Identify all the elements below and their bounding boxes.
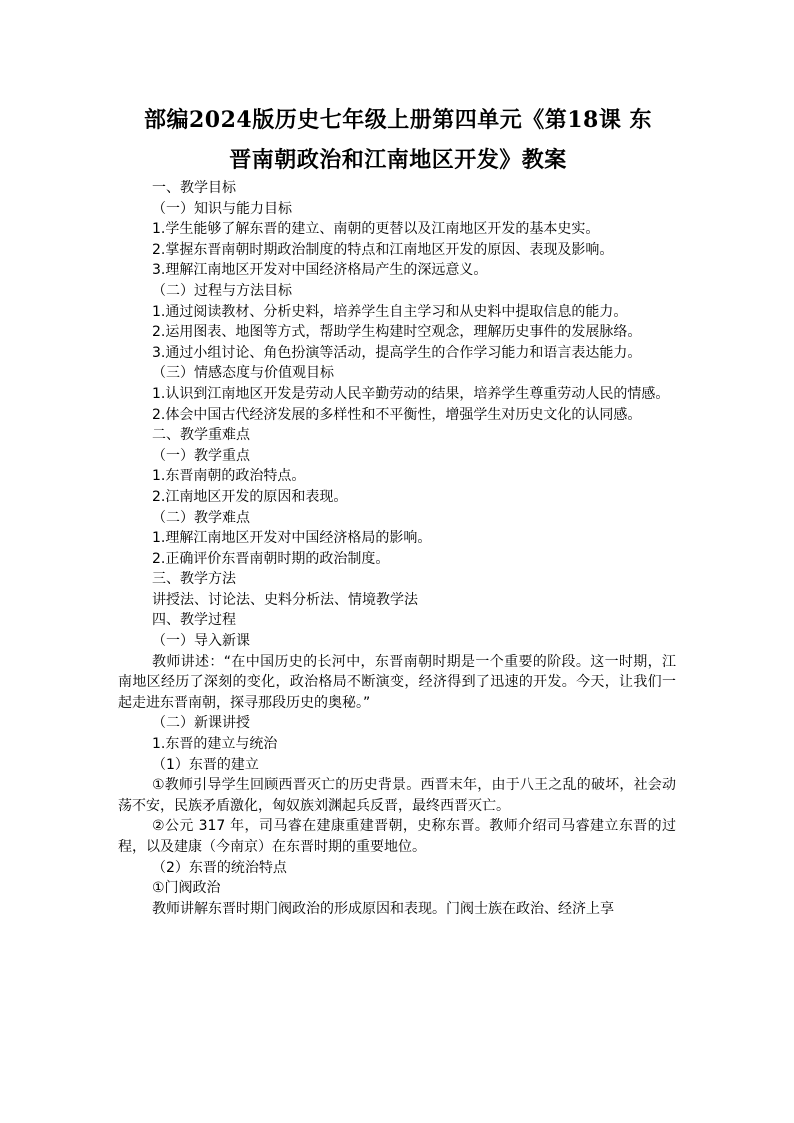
section-heading: 四、教学过程	[152, 612, 236, 629]
document-title	[118, 100, 678, 180]
body-paragraph: 讲授法、讨论法、史料分析法、情境教学法	[152, 591, 418, 608]
subsection-heading: （一）知识与能力目标	[152, 200, 292, 217]
body-paragraph: 2.体会中国古代经济发展的多样性和不平衡性，增强学生对历史文化的认同感。	[152, 406, 642, 423]
body-paragraph: 2.掌握东晋南朝时期政治制度的特点和江南地区开发的原因、表现及影响。	[152, 241, 614, 258]
subsection-heading: （二）新课讲授	[152, 715, 250, 732]
body-paragraph: 教师讲解东晋时期门阀政治的形成原因和表现。门阀士族在政治、经济上享	[152, 900, 614, 917]
body-paragraph: 1.学生能够了解东晋的建立、南朝的更替以及江南地区开发的基本史实。	[152, 221, 600, 238]
title-line-1: 部编2024版历史七年级上册第四单元《第18课 东	[143, 107, 652, 133]
body-paragraph: 1.东晋的建立与统治	[152, 736, 278, 753]
body-paragraph: 1.通过阅读教材、分析史料，培养学生自主学习和从史料中提取信息的能力。	[152, 303, 628, 320]
subsection-heading: （1）东晋的建立	[152, 756, 259, 773]
subsection-heading: （一）教学重点	[152, 447, 250, 464]
title-line-2: 晋南朝政治和江南地区开发》教案	[229, 147, 567, 173]
subsection-heading: （2）东晋的统治特点	[152, 859, 287, 876]
section-heading: 二、教学重难点	[152, 427, 250, 444]
subsection-heading: （一）导入新课	[152, 633, 250, 650]
body-paragraph: ①门阀政治	[152, 880, 221, 897]
body-paragraph: ①教师引导学生回顾西晋灭亡的历史背景。西晋末年，由于八王之乱的破坏，社会动荡不安，民族矛盾激化，匈奴族刘渊起兵反晋，最终西晋灭亡。	[118, 777, 676, 814]
body-paragraph: 1.认识到江南地区开发是劳动人民辛勤劳动的结果，培养学生尊重劳动人民的情感。	[152, 385, 670, 402]
body-paragraph: 3.理解江南地区开发对中国经济格局产生的深远意义。	[152, 262, 488, 279]
body-paragraph: ②公元 317 年，司马睿在建康重建晋朝，史称东晋。教师介绍司马睿建立东晋的过程，以及建康（今南京）在东晋时期的重要地位。	[118, 818, 676, 855]
body-paragraph: 2.运用图表、地图等方式，帮助学生构建时空观念，理解历史事件的发展脉络。	[152, 324, 642, 341]
subsection-heading: （二）过程与方法目标	[152, 282, 292, 299]
body-paragraph: 2.正确评价东晋南朝时期的政治制度。	[152, 550, 390, 567]
body-paragraph: 3.通过小组讨论、角色扮演等活动，提高学生的合作学习能力和语言表达能力。	[152, 344, 642, 361]
subsection-heading: （二）教学难点	[152, 509, 250, 526]
document-body	[118, 178, 676, 919]
body-paragraph: 1.理解江南地区开发对中国经济格局的影响。	[152, 530, 432, 547]
body-paragraph: 1.东晋南朝的政治特点。	[152, 468, 306, 485]
section-heading: 三、教学方法	[152, 571, 236, 588]
body-paragraph: 教师讲述：“在中国历史的长河中，东晋南朝时期是一个重要的阶段。这一时期，江南地区经历了深刻的变化，政治格局不断演变，经济得到了迅速的开发。今天，让我们一起走进东晋南朝，探寻那段历史的奥秘。”	[118, 653, 676, 711]
section-heading: 一、教学目标	[152, 180, 236, 196]
subsection-heading: （三）情感态度与价值观目标	[152, 365, 334, 382]
body-paragraph: 2.江南地区开发的原因和表现。	[152, 488, 348, 505]
